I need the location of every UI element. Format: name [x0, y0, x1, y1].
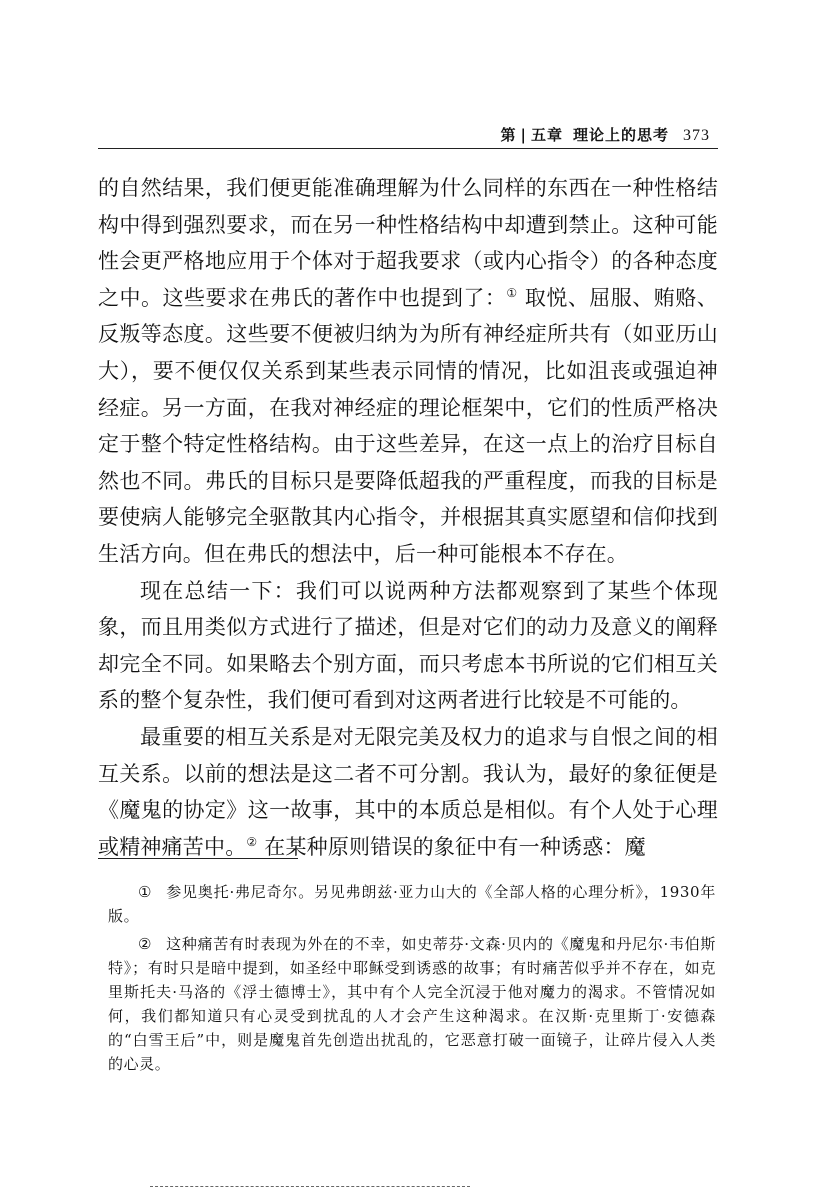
footnote-1-text: 参见奥托·弗尼奇尔。另见弗朗兹·亚力山大的《全部人格的心理分析》，1930年版。 [108, 883, 716, 925]
footnote-rule [98, 858, 298, 859]
chapter-title: 理论上的思考 [572, 126, 669, 144]
chapter-number: 五章 [530, 126, 563, 144]
paragraph-3-part-1: 最重要的相互关系是对无限完美及权力的追求与自恨之间的相互关系。以前的想法是这二者不可分割。我认为，最好的象征便是《魔鬼的协定》这一故事，其中的本质总是相似。有个人处于心理或精神痛苦中。 [98, 724, 718, 859]
footnote-ref-1: ① [506, 285, 518, 300]
paragraph-1-part-2: 取悦、屈服、贿赂、反叛等态度。这些要不便被归纳为为所有神经症所共有（如亚历山大），要不便仅仅关系到某些表示同情的情况，比如沮丧或强迫神经症。另一方面，在我对神经症的理论框架中，它们的性质严格决定于整个特定性格结构。由于这些差异，在这一点上的治疗目标自然也不同。弗氏的目标只是要降低超我的严重程度，而我的目标是要使病人能够完全驱散其内心指令，并根据其真实愿望和信仰找到生活方向。但在弗氏的想法中，后一种可能根本不存在。 [98, 285, 718, 566]
footnote-2 [108, 932, 716, 1076]
chapter-label: 第 [500, 126, 517, 144]
paragraph-1-part-1: 的自然结果，我们便更能准确理解为什么同样的东西在一种性格结构中得到强烈要求，而在另一种性格结构中却遭到禁止。这种可能性会更严格地应用于个体对于超我要求（或内心指令）的各种态度之中。这些要求在弗氏的著作中也提到了： [98, 176, 718, 310]
page-number: 373 [683, 127, 710, 144]
footnote-2-text: 这种痛苦有时表现为外在的不幸，如史蒂芬·文森·贝内的《魔鬼和丹尼尔·韦伯斯特》；有时只是暗中提到，如圣经中耶稣受到诱惑的故事；有时痛苦似乎并不存在，如克里斯托夫·马洛的《浮士德博士》，其中有个人完全沉浸于他对魔力的渴求。不管情况如何，我们都知道只有心灵受到扰乱的人才会产生这种渴求。在汉斯·克里斯丁·安德森的“白雪王后”中，则是魔鬼首先创造出扰乱的，它恶意打破一面镜子，让碎片侵入人类的心灵。 [108, 935, 716, 1073]
paragraph-1 [98, 170, 718, 573]
footnote-1 [108, 880, 716, 928]
paragraph-3-part-2: 在某种原则错误的象征中有一种诱惑：魔 [257, 834, 646, 859]
running-header [500, 124, 710, 145]
bottom-scan-edge [150, 1186, 470, 1187]
header-rule [98, 148, 718, 149]
footnote-1-mark: ① [138, 883, 153, 901]
footnote-2-mark: ② [138, 935, 153, 953]
paragraph-3 [98, 719, 718, 865]
chapter-separator: | [520, 126, 527, 144]
paragraph-2: 现在总结一下：我们可以说两种方法都观察到了某些个体现象，而且用类似方式进行了描述，但是对它们的动力及意义的阐释却完全不同。如果略去个别方面，而只考虑本书所说的它们相互关系的整个复杂性，我们便可看到对这两者进行比较是不可能的。 [98, 578, 718, 713]
footnotes [108, 880, 716, 1080]
footnote-ref-2: ② [246, 834, 258, 849]
body-text [98, 170, 718, 865]
